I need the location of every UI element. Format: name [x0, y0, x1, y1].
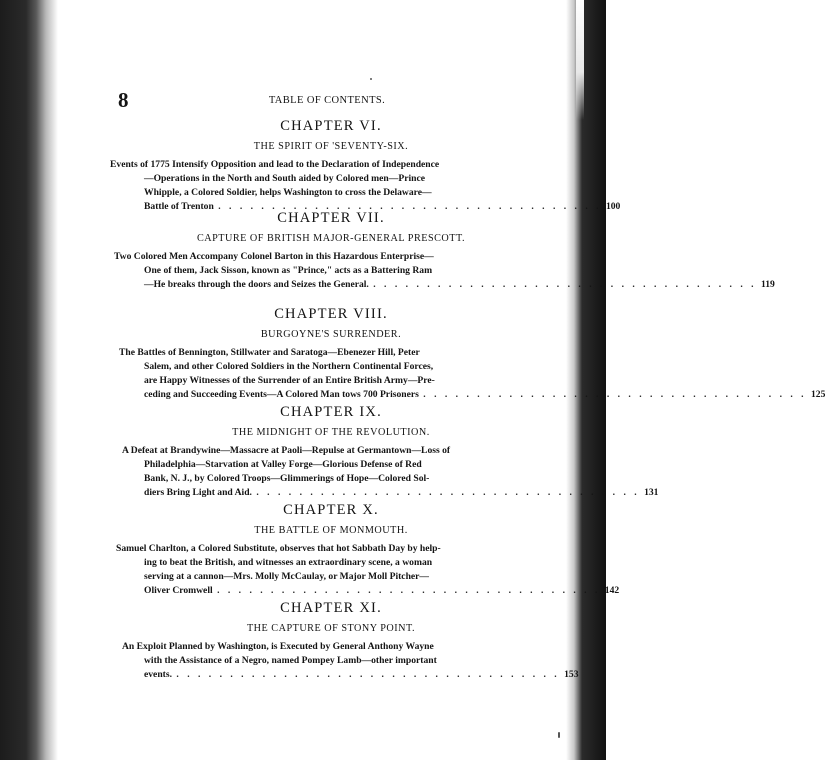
- dot-leader: . . . . . . . . . . . . . . . . . . . . . . . . . . . . . . . . . . . .: [176, 669, 560, 680]
- description-line: —Operations in the North and South aided by Colored men—Prince: [144, 173, 425, 184]
- chapter-title: CAPTURE OF BRITISH MAJOR-GENERAL PRESCOTT.: [196, 233, 466, 244]
- description-line: diers Bring Light and Aid.: [144, 487, 252, 498]
- chapter-description: [122, 444, 659, 500]
- description-line-last: [122, 668, 579, 682]
- scan-speck: [558, 732, 560, 738]
- description-line: Events of 1775 Intensify Opposition and lead to the Declaration of Independence: [110, 159, 440, 170]
- chapter-heading: CHAPTER X.: [283, 502, 379, 518]
- chapter-title: THE BATTLE OF MONMOUTH.: [254, 525, 408, 536]
- description-line: One of them, Jack Sisson, known as "Prince," acts as a Battering Ram: [144, 265, 433, 276]
- description-line: Whipple, a Colored Soldier, helps Washington to cross the Delaware—: [144, 187, 432, 198]
- scan-edge-right: [566, 0, 606, 760]
- description-line: Battle of Trenton: [144, 201, 214, 212]
- dot-leader: . . . . . . . . . . . . . . . . . . . . . . . . . . . . . . . . . . . .: [256, 487, 640, 498]
- description-line: Salem, and other Colored Soldiers in the Northern Continental Forces,: [144, 361, 434, 372]
- page-reference: 100: [605, 201, 621, 212]
- dot-leader: . . . . . . . . . . . . . . . . . . . . . . . . . . . . . . . . . . . .: [217, 585, 601, 596]
- description-line-last: [122, 486, 659, 500]
- description-line: are Happy Witnesses of the Surrender of an Entire British Army—Pre-: [144, 375, 435, 386]
- description-line: Philadelphia—Starvation at Valley Forge—Glorious Defense of Red: [144, 459, 422, 470]
- dot-leader: . . . . . . . . . . . . . . . . . . . . . . . . . . . . . . . . . . . .: [218, 201, 602, 212]
- chapter-8-entry: [119, 306, 825, 402]
- chapter-title: THE MIDNIGHT OF THE REVOLUTION.: [232, 427, 430, 438]
- page-reference: 125: [810, 389, 825, 400]
- chapter-description: [116, 542, 620, 598]
- description-line-last: [122, 388, 825, 402]
- chapter-heading: CHAPTER VII.: [277, 210, 385, 226]
- chapter-heading: CHAPTER XI.: [280, 600, 382, 616]
- description-line: Samuel Charlton, a Colored Substitute, observes that hot Sabbath Day by help-: [116, 543, 441, 554]
- dot-leader: . . . . . . . . . . . . . . . . . . . . . . . . . . . . . . . . . . . .: [373, 279, 757, 290]
- running-head: TABLE OF CONTENTS.: [268, 95, 386, 106]
- chapter-description: [119, 346, 825, 402]
- description-line: An Exploit Planned by Washington, is Executed by General Anthony Wayne: [122, 641, 434, 652]
- scan-speck: [370, 78, 372, 80]
- chapter-description: [110, 158, 621, 214]
- chapter-title: BURGOYNE'S SURRENDER.: [260, 329, 402, 340]
- page-number: 8: [118, 88, 129, 112]
- page-reference: 119: [760, 279, 775, 290]
- description-line: The Battles of Bennington, Stillwater and Saratoga—Ebenezer Hill, Peter: [119, 347, 420, 358]
- chapter-6-entry: [110, 118, 621, 214]
- description-line-last: [122, 584, 620, 598]
- chapter-description: [122, 640, 579, 682]
- dot-leader: . . . . . . . . . . . . . . . . . . . . . . . . . . . . . . . . . . . .: [423, 389, 807, 400]
- description-line-last: [122, 278, 775, 292]
- chapter-heading: CHAPTER VIII.: [274, 306, 388, 322]
- page-reference: 142: [604, 585, 620, 596]
- chapter-title: THE SPIRIT OF 'SEVENTY-SIX.: [253, 141, 409, 152]
- scan-edge-left: [0, 0, 60, 760]
- chapter-11-entry: [122, 600, 579, 682]
- chapter-title: THE CAPTURE OF STONY POINT.: [246, 623, 416, 634]
- page-reference: 131: [644, 487, 659, 498]
- description-line: Oliver Cromwell: [144, 585, 213, 596]
- chapter-9-entry: [122, 404, 659, 500]
- chapter-heading: CHAPTER VI.: [280, 118, 382, 134]
- description-line: A Defeat at Brandywine—Massacre at Paoli—Repulse at Germantown—Loss of: [122, 445, 451, 456]
- page-reference: 153: [564, 669, 579, 680]
- description-line: Bank, N. J., by Colored Troops—Glimmerings of Hope—Colored Sol-: [144, 473, 430, 484]
- description-line: ceding and Succeeding Events—A Colored Man tows 700 Prisoners: [144, 389, 419, 400]
- description-line: —He breaks through the doors and Seizes the General.: [144, 279, 369, 290]
- description-line: with the Assistance of a Negro, named Pompey Lamb—other important: [144, 655, 437, 666]
- chapter-heading: CHAPTER IX.: [280, 404, 382, 420]
- description-line: Two Colored Men Accompany Colonel Barton in this Hazardous Enterprise—: [114, 251, 434, 262]
- chapter-7-entry: [114, 210, 775, 292]
- description-line: events.: [144, 669, 172, 680]
- description-line: ing to beat the British, and witnesses an extraordinary scene, a woman: [144, 557, 433, 568]
- chapter-10-entry: [116, 502, 620, 598]
- description-line: serving at a cannon—Mrs. Molly McCaulay, or Major Moll Pitcher—: [144, 571, 430, 582]
- chapter-description: [114, 250, 775, 292]
